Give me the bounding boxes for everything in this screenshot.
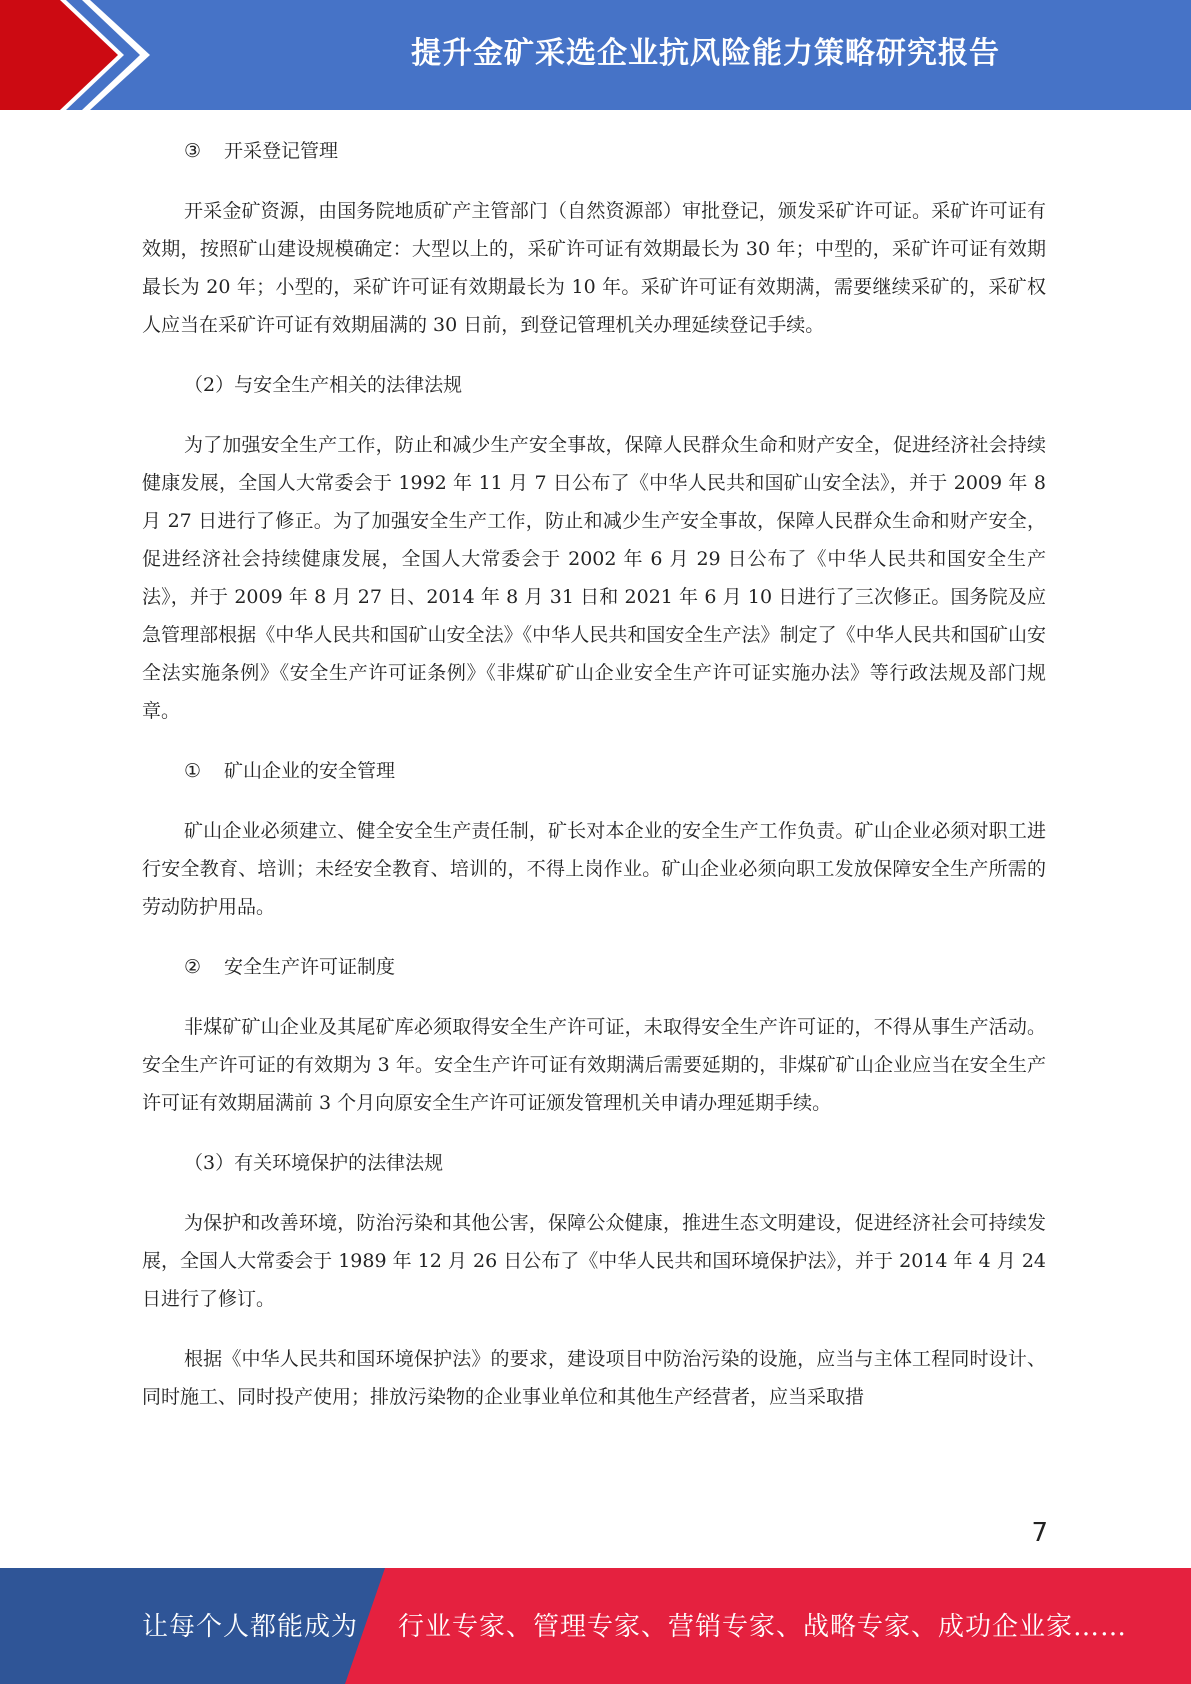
- heading-number: ②: [184, 956, 202, 978]
- footer-slogan-left: 让每个人都能成为: [142, 1612, 359, 1642]
- page-footer: [0, 1568, 1191, 1684]
- heading-text: 安全生产许可证制度: [224, 956, 396, 978]
- page-number: 7: [1031, 1518, 1048, 1548]
- heading-number: ①: [184, 760, 202, 782]
- heading-safety-laws: （2）与安全生产相关的法律法规: [184, 374, 463, 396]
- paragraph-env-laws: 为保护和改善环境，防治污染和其他公害，保障公众健康，推进生态文明建设，促进经济社会可持续发展，全国人大常委会于 1989 年 12 月 26 日公布了《中华人民共和国环境保护法》，并于 2014 年 4 月 24 日进行了修订。: [142, 1212, 1046, 1310]
- heading-mining-registration: [142, 132, 1046, 170]
- report-title: 提升金矿采选企业抗风险能力策略研究报告: [411, 36, 1000, 71]
- footer-slogan-right: 行业专家、管理专家、营销专家、战略专家、成功企业家……: [398, 1612, 1128, 1642]
- paragraph-mining-registration: 开采金矿资源，由国务院地质矿产主管部门（自然资源部）审批登记，颁发采矿许可证。采矿许可证有效期，按照矿山建设规模确定：大型以上的，采矿许可证有效期最长为 30 年；中型的，采矿许可证有效期最长为 20 年；小型的，采矿许可证有效期最长为 10 年。采矿许可证有效期满，需要继续采矿的，采矿权人应当在采矿许可证有效期届满的 30 日前，到登记管理机关办理延续登记手续。: [142, 200, 1046, 336]
- heading-mine-safety: [142, 752, 1046, 790]
- paragraph-env-requirements: 根据《中华人民共和国环境保护法》的要求，建设项目中防治污染的设施，应当与主体工程同时设计、同时施工、同时投产使用；排放污染物的企业事业单位和其他生产经营者，应当采取措: [142, 1348, 1046, 1408]
- heading-permit-system: [142, 948, 1046, 986]
- heading-text: 矿山企业的安全管理: [224, 760, 396, 782]
- page-header: [0, 0, 1191, 110]
- heading-number: ③: [184, 140, 202, 162]
- paragraph-safety-laws: 为了加强安全生产工作，防止和减少生产安全事故，保障人民群众生命和财产安全，促进经济社会持续健康发展，全国人大常委会于 1992 年 11 月 7 日公布了《中华人民共和国矿山安全法》，并于 2009 年 8 月 27 日进行了修正。为了加强安全生产工作，防止和减少生产安全事故，保障人民群众生命和财产安全，促进经济社会持续健康发展，全国人大常委会于 2002 年 6 月 29 日公布了《中华人民共和国安全生产法》，并于 2009 年 8 月 27 日、2014 年 8 月 31 日和 2021 年 6 月 10 日进行了三次修正。国务院及应急管理部根据《中华人民共和国矿山安全法》《中华人民共和国安全生产法》制定了《中华人民共和国矿山安全法实施条例》《安全生产许可证条例》《非煤矿矿山企业安全生产许可证实施办法》等行政法规及部门规章。: [142, 434, 1046, 722]
- heading-text: 开采登记管理: [224, 140, 339, 162]
- paragraph-permit-system: 非煤矿矿山企业及其尾矿库必须取得安全生产许可证，未取得安全生产许可证的，不得从事生产活动。安全生产许可证的有效期为 3 年。安全生产许可证有效期满后需要延期的，非煤矿矿山企业应当在安全生产许可证有效期届满前 3 个月向原安全生产许可证颁发管理机关申请办理延期手续。: [142, 1016, 1046, 1114]
- document-body: [142, 132, 1046, 1438]
- heading-env-laws: （3）有关环境保护的法律法规: [184, 1152, 444, 1174]
- paragraph-mine-safety: 矿山企业必须建立、健全安全生产责任制，矿长对本企业的安全生产工作负责。矿山企业必须对职工进行安全教育、培训；未经安全教育、培训的，不得上岗作业。矿山企业必须向职工发放保障安全生产所需的劳动防护用品。: [142, 820, 1046, 918]
- header-chevron-decoration: [0, 0, 160, 110]
